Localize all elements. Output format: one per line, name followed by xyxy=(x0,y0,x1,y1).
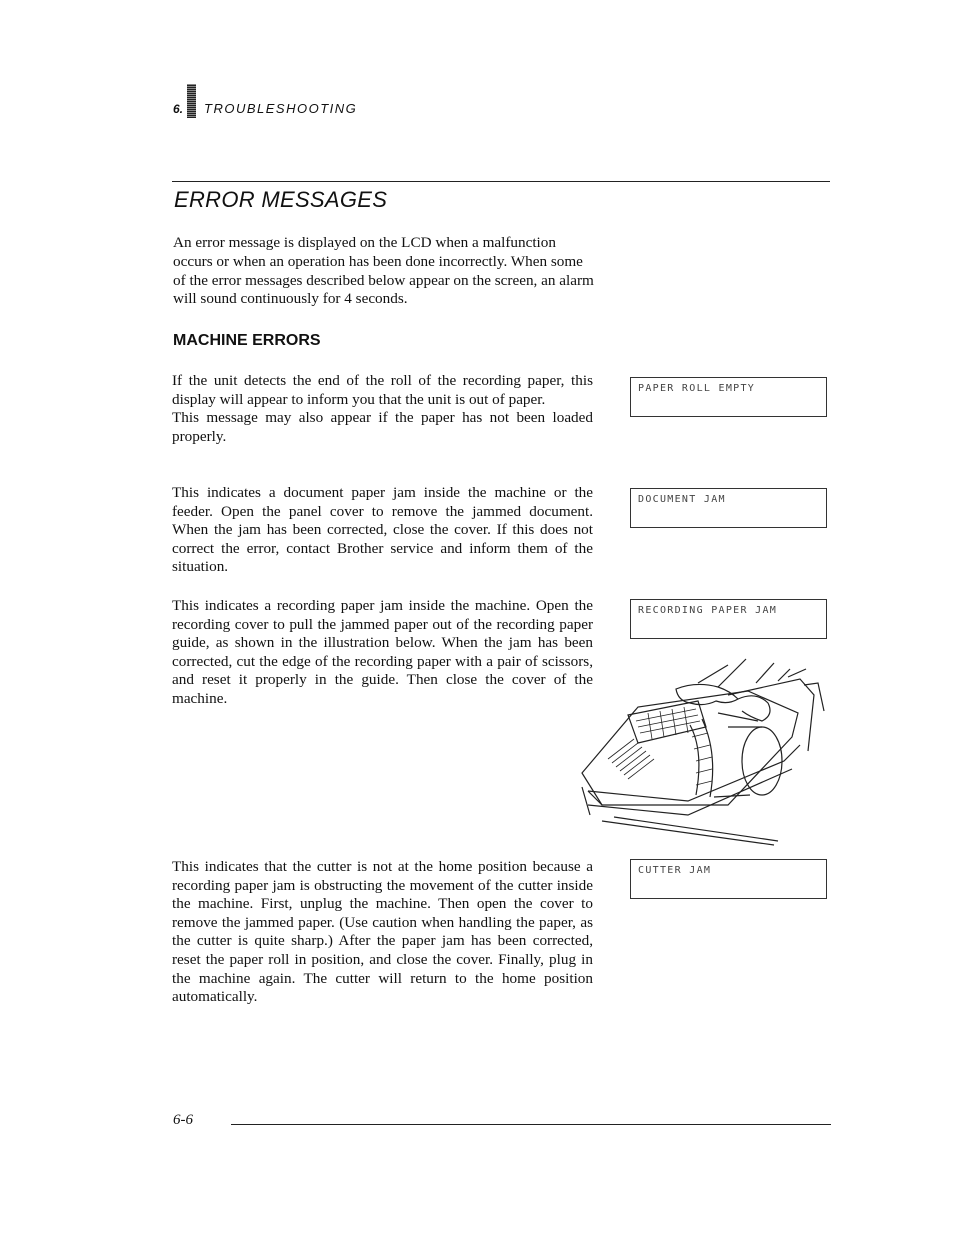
description-paragraph: This message may also appear if the paper has not been loaded properly. xyxy=(172,409,593,445)
error-description-document-jam xyxy=(172,484,593,577)
recording-paper-jam-illustration xyxy=(578,655,830,851)
description-paragraph: This indicates a recording paper jam inside the machine. Open the recording cover to pull the jammed paper out of the recording paper guide, as shown in the illustration below. When the jam has been corrected, cut the edge of the recording paper with a pair of scissors, and reset it properly in the guide. Then close the cover of the machine. xyxy=(172,597,593,707)
chapter-tab-marker xyxy=(187,84,196,118)
chapter-number: 6. xyxy=(173,102,184,116)
error-description-recording-paper-jam xyxy=(172,597,593,709)
lcd-display-recording-paper-jam: RECORDING PAPER JAM xyxy=(630,599,827,639)
description-paragraph: This indicates a document paper jam inside the machine or the feeder. Open the panel cover to remove the jammed document. When the jam has been corrected, close the cover. If this does not correct the error, contact Brother service and inform them of the situation. xyxy=(172,484,593,576)
error-description-paper-roll-empty xyxy=(172,372,593,446)
intro-paragraph: An error message is displayed on the LCD when a malfunction occurs or when an operation has been done incorrectly. When some of the error messages described below appear on the screen, an alarm will sound continuously for 4 seconds. xyxy=(173,234,594,308)
header-rule xyxy=(172,181,830,182)
footer-rule xyxy=(231,1124,831,1125)
page-number: 6-6 xyxy=(173,1112,193,1128)
description-paragraph: This indicates that the cutter is not at the home position because a recording paper jam is obstructing the movement of the cutter inside the machine. First, unplug the machine. Then open the cover to remove the jammed paper. (Use caution when handling the paper, as the cutter is quite sharp.) After the paper jam has been corrected, reset the paper roll in position, and close the cover. Finally, plug in the machine again. The cutter will return to the home position automatically. xyxy=(172,858,593,1006)
lcd-display-paper-roll-empty: PAPER ROLL EMPTY xyxy=(630,377,827,417)
lcd-display-cutter-jam: CUTTER JAM xyxy=(630,859,827,899)
lcd-display-document-jam: DOCUMENT JAM xyxy=(630,488,827,528)
machine-errors-heading: MACHINE ERRORS xyxy=(173,332,321,349)
error-description-cutter-jam xyxy=(172,858,593,1007)
section-title: ERROR MESSAGES xyxy=(174,187,388,212)
running-head xyxy=(173,82,357,118)
description-paragraph: If the unit detects the end of the roll of the recording paper, this display will appear to inform you that the unit is out of paper. xyxy=(172,372,593,408)
chapter-title: TROUBLESHOOTING xyxy=(204,101,358,116)
